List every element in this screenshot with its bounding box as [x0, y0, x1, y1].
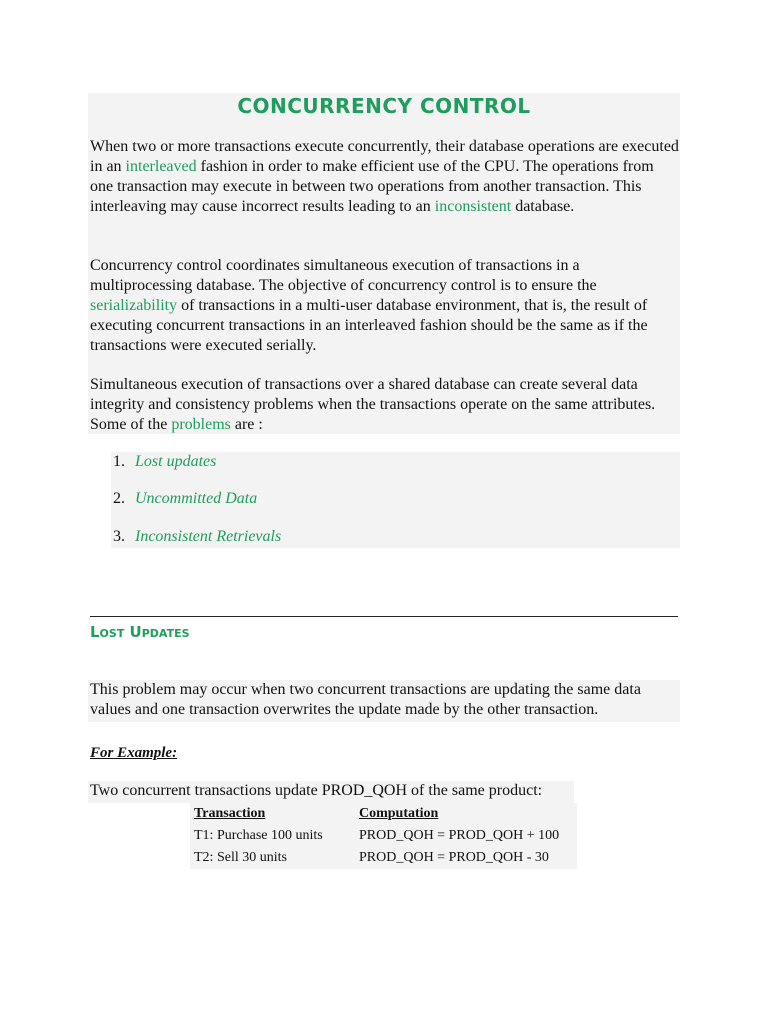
section-heading: Lost Updates: [90, 623, 190, 641]
paragraph-text: fashion in order to make efficient use of the CPU. The operations from one transaction may execute in between two operations from another transaction. This interleaving may cause incorrect results leading to an: [90, 158, 654, 215]
list-item: [113, 452, 216, 472]
lost-updates-block: [88, 680, 680, 722]
section-divider: [90, 616, 678, 617]
page-title: CONCURRENCY CONTROL: [237, 94, 531, 118]
intro-paragraph-3: [90, 375, 680, 435]
list-number: 1.: [113, 453, 125, 470]
intro-paragraph-2: [90, 256, 680, 356]
paragraph-text: are :: [230, 416, 263, 433]
link-interleaved[interactable]: interleaved: [125, 158, 197, 175]
example-intro-paragraph: Two concurrent transactions update PROD_QOH of the same product:: [90, 782, 543, 799]
intro-paragraph-1: [90, 137, 680, 217]
example-intro-block: [88, 781, 574, 803]
link-inconsistent[interactable]: inconsistent: [434, 198, 512, 215]
table-cell: PROD_QOH = PROD_QOH + 100: [359, 828, 560, 843]
link-serializability[interactable]: serializability: [90, 297, 178, 314]
list-number: 2.: [113, 490, 125, 507]
list-number: 3.: [113, 528, 125, 545]
table-cell: T1: Purchase 100 units: [194, 828, 323, 843]
table-header: Transaction: [194, 806, 266, 821]
lost-updates-paragraph: This problem may occur when two concurrent transactions are updating the same data values and one transaction overwrites the update made by the other transaction.: [90, 681, 641, 718]
list-item: [113, 489, 257, 509]
example-table: [190, 803, 577, 869]
table-header: Computation: [359, 806, 439, 821]
example-label: For Example:: [90, 745, 178, 761]
paragraph-text: database.: [511, 198, 575, 215]
link-inconsistent-retrievals[interactable]: Inconsistent Retrievals: [135, 528, 282, 545]
link-uncommitted-data[interactable]: Uncommitted Data: [135, 490, 258, 507]
paragraph-text: Simultaneous execution of transactions over a shared database can create several data integrity and consistency problems when the transactions operate on the same attributes. Some of the: [90, 376, 656, 433]
link-problems[interactable]: problems: [171, 416, 231, 433]
paragraph-text: Concurrency control coordinates simultaneous execution of transactions in a multiprocessing database. The objective of concurrency control is to ensure the: [90, 257, 597, 294]
table-cell: T2: Sell 30 units: [194, 850, 287, 865]
intro-block: [88, 93, 680, 434]
list-item: [113, 527, 281, 547]
link-lost-updates[interactable]: Lost updates: [135, 453, 217, 470]
paragraph-text: When two or more transactions execute concurrently, their database operations are executed in an: [90, 138, 679, 175]
paragraph-text: of transactions in a multi-user database environment, that is, the result of executing concurrent transactions in an interleaved fashion should be the same as if the transactions were executed serially.: [90, 297, 648, 354]
table-cell: PROD_QOH = PROD_QOH - 30: [359, 850, 549, 865]
problems-list: [111, 452, 680, 548]
